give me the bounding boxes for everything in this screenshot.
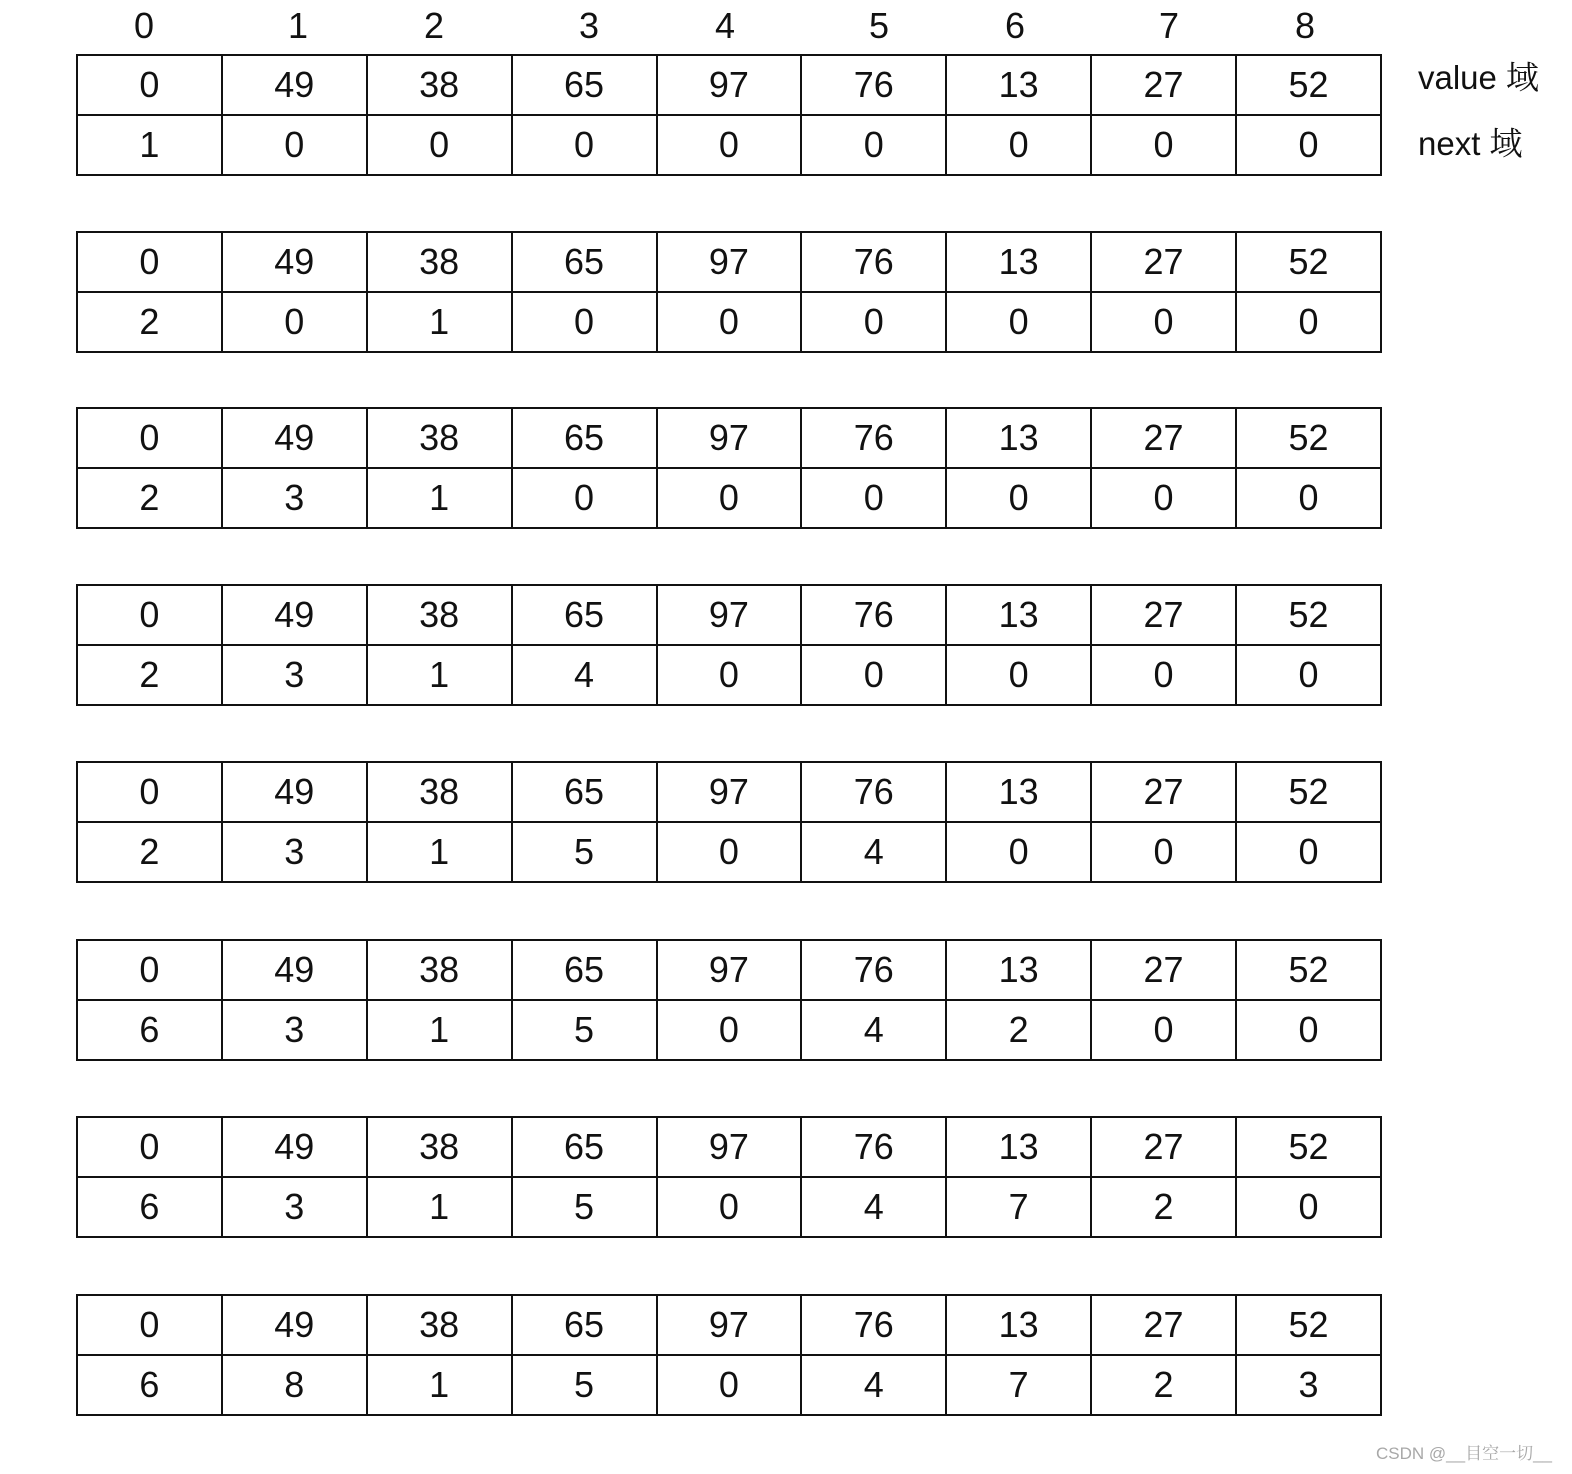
next-cell: 0 [1236, 115, 1381, 175]
value-cell: 13 [946, 1295, 1091, 1355]
next-cell: 0 [946, 115, 1091, 175]
value-cell: 76 [801, 1117, 946, 1177]
value-cell: 13 [946, 55, 1091, 115]
value-cell: 52 [1236, 762, 1381, 822]
next-cell: 0 [1236, 645, 1381, 705]
next-cell: 1 [367, 645, 512, 705]
value-cell: 49 [222, 55, 367, 115]
value-cell: 27 [1091, 585, 1236, 645]
step-table [76, 54, 1382, 176]
next-cell: 4 [512, 645, 657, 705]
next-cell: 1 [367, 292, 512, 352]
value-cell: 65 [512, 1295, 657, 1355]
value-row [77, 1117, 1381, 1177]
value-cell: 27 [1091, 1295, 1236, 1355]
next-cell: 5 [512, 1355, 657, 1415]
next-cell: 7 [946, 1177, 1091, 1237]
next-cell: 6 [77, 1355, 222, 1415]
index-label: 2 [423, 5, 445, 46]
next-cell: 0 [222, 292, 367, 352]
value-cell: 0 [77, 1117, 222, 1177]
next-row [77, 292, 1381, 352]
next-cell: 2 [77, 822, 222, 882]
value-cell: 13 [946, 762, 1091, 822]
step-table [76, 584, 1382, 706]
value-row [77, 55, 1381, 115]
next-row [77, 115, 1381, 175]
value-row [77, 940, 1381, 1000]
next-cell: 0 [512, 468, 657, 528]
value-cell: 38 [367, 940, 512, 1000]
index-label: 0 [133, 5, 155, 46]
value-cell: 52 [1236, 585, 1381, 645]
next-cell: 8 [222, 1355, 367, 1415]
value-cell: 27 [1091, 762, 1236, 822]
next-cell: 5 [512, 822, 657, 882]
value-row [77, 585, 1381, 645]
next-cell: 0 [1091, 115, 1236, 175]
value-cell: 65 [512, 408, 657, 468]
next-row [77, 645, 1381, 705]
value-cell: 52 [1236, 1117, 1381, 1177]
value-cell: 38 [367, 55, 512, 115]
index-label: 8 [1294, 5, 1316, 46]
next-cell: 0 [657, 292, 802, 352]
value-cell: 49 [222, 1295, 367, 1355]
step-table [76, 407, 1382, 529]
value-cell: 76 [801, 232, 946, 292]
value-cell: 13 [946, 1117, 1091, 1177]
value-cell: 27 [1091, 408, 1236, 468]
watermark: CSDN @__目空一切__ [1376, 1444, 1552, 1463]
value-cell: 76 [801, 55, 946, 115]
next-cell: 2 [1091, 1177, 1236, 1237]
value-cell: 49 [222, 585, 367, 645]
next-cell: 0 [801, 292, 946, 352]
value-cell: 0 [77, 762, 222, 822]
value-cell: 97 [657, 232, 802, 292]
next-cell: 4 [801, 1177, 946, 1237]
value-cell: 0 [77, 232, 222, 292]
next-cell: 0 [946, 822, 1091, 882]
value-row [77, 408, 1381, 468]
next-cell: 0 [1091, 468, 1236, 528]
next-cell: 4 [801, 1000, 946, 1060]
value-cell: 0 [77, 940, 222, 1000]
value-cell: 13 [946, 940, 1091, 1000]
next-row [77, 1000, 1381, 1060]
next-cell: 1 [367, 1177, 512, 1237]
value-cell: 97 [657, 585, 802, 645]
value-cell: 0 [77, 55, 222, 115]
value-cell: 76 [801, 585, 946, 645]
value-cell: 65 [512, 585, 657, 645]
next-cell: 0 [1091, 822, 1236, 882]
value-cell: 38 [367, 585, 512, 645]
value-cell: 13 [946, 408, 1091, 468]
next-cell: 0 [512, 292, 657, 352]
next-row [77, 1177, 1381, 1237]
value-cell: 97 [657, 1295, 802, 1355]
next-cell: 1 [367, 1355, 512, 1415]
next-cell: 2 [77, 292, 222, 352]
next-cell: 0 [657, 1000, 802, 1060]
value-cell: 49 [222, 762, 367, 822]
value-cell: 97 [657, 940, 802, 1000]
value-cell: 38 [367, 408, 512, 468]
step-table [76, 231, 1382, 353]
value-cell: 65 [512, 762, 657, 822]
next-cell: 4 [801, 1355, 946, 1415]
next-cell: 0 [657, 115, 802, 175]
next-cell: 0 [946, 468, 1091, 528]
next-cell: 2 [77, 645, 222, 705]
value-cell: 27 [1091, 940, 1236, 1000]
value-cell: 97 [657, 408, 802, 468]
next-cell: 2 [946, 1000, 1091, 1060]
next-cell: 0 [1236, 822, 1381, 882]
next-cell: 0 [657, 822, 802, 882]
next-cell: 0 [1236, 1177, 1381, 1237]
value-cell: 49 [222, 232, 367, 292]
next-cell: 0 [801, 468, 946, 528]
value-cell: 27 [1091, 1117, 1236, 1177]
value-cell: 97 [657, 1117, 802, 1177]
value-cell: 13 [946, 232, 1091, 292]
index-header-row [0, 0, 1572, 52]
index-label: 1 [287, 5, 309, 46]
next-cell: 0 [1091, 645, 1236, 705]
step-table [76, 1116, 1382, 1238]
next-cell: 4 [801, 822, 946, 882]
value-cell: 0 [77, 1295, 222, 1355]
value-cell: 97 [657, 55, 802, 115]
step-table [76, 761, 1382, 883]
index-label: 6 [1004, 5, 1026, 46]
value-cell: 65 [512, 940, 657, 1000]
next-cell: 1 [77, 115, 222, 175]
value-field-label: value 域 [1418, 59, 1540, 96]
next-cell: 2 [77, 468, 222, 528]
value-cell: 52 [1236, 940, 1381, 1000]
next-cell: 3 [1236, 1355, 1381, 1415]
value-cell: 52 [1236, 55, 1381, 115]
value-cell: 65 [512, 1117, 657, 1177]
value-cell: 13 [946, 585, 1091, 645]
next-cell: 0 [222, 115, 367, 175]
value-cell: 49 [222, 408, 367, 468]
value-row [77, 762, 1381, 822]
next-cell: 0 [657, 1177, 802, 1237]
value-cell: 76 [801, 940, 946, 1000]
next-cell: 3 [222, 468, 367, 528]
value-cell: 65 [512, 55, 657, 115]
next-cell: 0 [657, 468, 802, 528]
value-cell: 65 [512, 232, 657, 292]
next-cell: 0 [1236, 1000, 1381, 1060]
index-label: 4 [714, 5, 736, 46]
next-cell: 3 [222, 1000, 367, 1060]
next-cell: 0 [946, 292, 1091, 352]
index-label: 5 [868, 5, 890, 46]
next-cell: 5 [512, 1177, 657, 1237]
value-cell: 52 [1236, 232, 1381, 292]
next-cell: 1 [367, 468, 512, 528]
next-cell: 0 [1091, 292, 1236, 352]
next-cell: 0 [657, 645, 802, 705]
next-row [77, 822, 1381, 882]
value-cell: 0 [77, 408, 222, 468]
next-cell: 0 [1091, 1000, 1236, 1060]
next-cell: 2 [1091, 1355, 1236, 1415]
value-cell: 76 [801, 408, 946, 468]
next-cell: 5 [512, 1000, 657, 1060]
next-cell: 0 [367, 115, 512, 175]
next-cell: 0 [657, 1355, 802, 1415]
value-cell: 38 [367, 762, 512, 822]
value-cell: 52 [1236, 408, 1381, 468]
next-row [77, 1355, 1381, 1415]
value-cell: 27 [1091, 55, 1236, 115]
step-table [76, 939, 1382, 1061]
next-cell: 0 [512, 115, 657, 175]
next-cell: 0 [801, 645, 946, 705]
next-cell: 6 [77, 1000, 222, 1060]
next-cell: 6 [77, 1177, 222, 1237]
next-cell: 1 [367, 1000, 512, 1060]
value-cell: 27 [1091, 232, 1236, 292]
value-cell: 97 [657, 762, 802, 822]
next-cell: 0 [946, 645, 1091, 705]
next-row [77, 468, 1381, 528]
value-cell: 52 [1236, 1295, 1381, 1355]
next-field-label: next 域 [1418, 125, 1523, 162]
value-cell: 76 [801, 762, 946, 822]
next-cell: 3 [222, 1177, 367, 1237]
next-cell: 0 [801, 115, 946, 175]
next-cell: 0 [1236, 292, 1381, 352]
next-cell: 3 [222, 645, 367, 705]
index-label: 3 [578, 5, 600, 46]
index-label: 7 [1158, 5, 1180, 46]
next-cell: 0 [1236, 468, 1381, 528]
value-cell: 38 [367, 1117, 512, 1177]
value-cell: 38 [367, 232, 512, 292]
value-cell: 38 [367, 1295, 512, 1355]
next-cell: 1 [367, 822, 512, 882]
value-cell: 49 [222, 940, 367, 1000]
next-cell: 3 [222, 822, 367, 882]
value-cell: 0 [77, 585, 222, 645]
step-table [76, 1294, 1382, 1416]
next-cell: 7 [946, 1355, 1091, 1415]
value-row [77, 232, 1381, 292]
value-cell: 49 [222, 1117, 367, 1177]
value-cell: 76 [801, 1295, 946, 1355]
value-row [77, 1295, 1381, 1355]
